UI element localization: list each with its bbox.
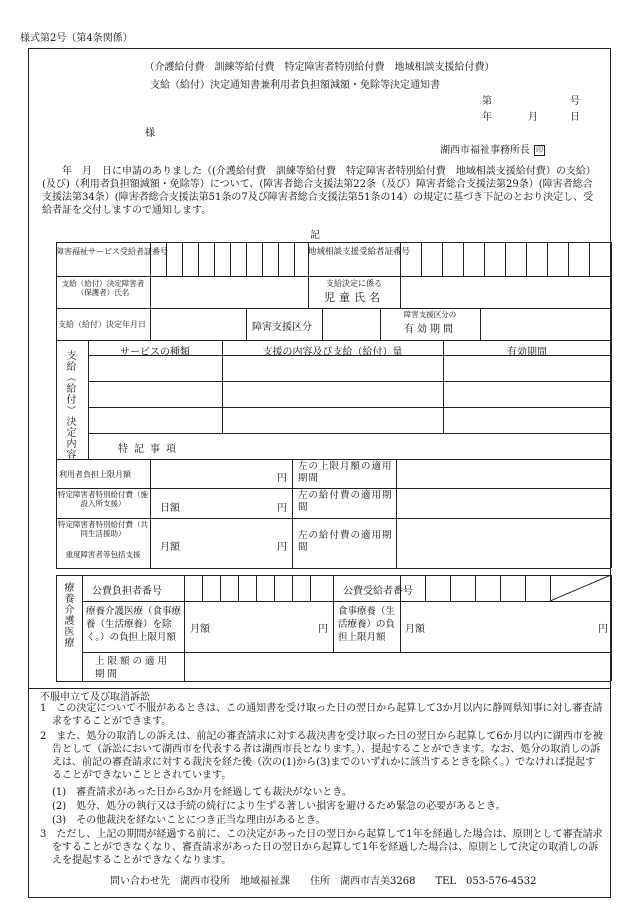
recipient-number-label2: 公費受給者番号 xyxy=(343,586,413,597)
child-name-big: 児童氏名 xyxy=(324,290,384,304)
number-suffix: 号 xyxy=(570,96,580,107)
regional-recipient-number-label: 地域相談支援受給者証番号 xyxy=(308,247,411,257)
payer-number-label: 公費負担者番号 xyxy=(92,586,162,597)
medical-care-label: 療養介護医療 xyxy=(62,582,73,648)
category-period-big: 有効期間 xyxy=(404,323,456,335)
appeal-p2: 2 また、処分の取消しの訴えは、前記の審査請求に対する裁決書を受け取った日の翌日から起算して6か月以内に湖西市を被告として（訴訟において湖西市を代表する者は湖西市長となります。）、提起することができます。なお、処分の取消しの訴えは、前記の審査請求に対する裁決を経た後（次の(1)から(3)までのいずれかに該当するときを除く。）でなければ提起することができないこととされています。 xyxy=(40,731,603,781)
addressee-suffix: 様 xyxy=(145,128,155,139)
medical-cap-label: 療養介護医療（食事療養（生活療養）を除く。）の負担上限月額 xyxy=(86,606,182,643)
special-notes-label: 特記事項 xyxy=(118,444,182,455)
number-label: 第 xyxy=(482,96,492,107)
appeal-item2: (2) 処分、処分の執行又は手続の続行により生ずる著しい損害を避けるため緊急の必要があるとき。 xyxy=(52,801,506,812)
col-valid-period: 有効期間 xyxy=(507,347,547,358)
seal-icon: 印 xyxy=(536,146,543,154)
monthly-label: 月額 xyxy=(160,542,180,553)
medical-monthly-label: 月額 xyxy=(190,624,210,635)
col-service-type: サービスの種類 xyxy=(120,347,190,358)
medical-yen: 円 xyxy=(318,624,328,635)
decision-date-label: 支給（給付）決定年月日 xyxy=(58,320,146,329)
issuer-name: 湖西市福祉事務所長 xyxy=(440,145,530,156)
user-cap-yen: 円 xyxy=(277,473,287,484)
limit-period-label: 上限額の適用期間 xyxy=(95,656,171,680)
diagonal-strike xyxy=(550,575,611,601)
decision-content-label: 支給（給付）決定内容 xyxy=(64,350,75,460)
daily-label: 日額 xyxy=(160,503,180,514)
meal-cap-label: 食事療養（生活療養）の負担上限月額 xyxy=(338,606,396,643)
user-cap-label: 利用者負担上限月額 xyxy=(59,470,131,479)
contact-info: 問い合わせ先 湖西市役所 地域福祉課 住所 湖西市吉美3268 TEL 053-576-4532 xyxy=(110,876,537,887)
cap-period-label: 左の上限月額の適用期間 xyxy=(298,461,393,484)
issuer xyxy=(440,145,545,158)
date-month: 月 xyxy=(528,112,538,123)
heavy-support-label: 重度障害者等包括支援 xyxy=(65,550,141,559)
date-day: 日 xyxy=(570,112,580,123)
child-name-block xyxy=(308,279,400,305)
intro-paragraph: 年 月 日に申請のありました（(介護給付費 訓練等給付費 特定障害者特別給付費 地域相談支援給付費）の支給）(及び)（利用者負担額減額・免除等）について、(障害者総合支援法第22条（及び）障害者総合支援法第29条）(障害者総合支援法第34条）(障害者総合支援法第51条の7及び障害者総合支援法第51条の14）の規定に基づき下記のとおり決定し、受給者証を交付しますので通知します。 xyxy=(42,166,596,216)
appeal-item3: (3) その他裁決を経ないことにつき正当な理由があるとき。 xyxy=(52,815,326,826)
support-category-label: 障害支援区分 xyxy=(252,322,312,333)
special-benefit2-label: 特定障害者特別給付費（共同生活援助） xyxy=(58,520,148,538)
appeal-heading: 不服申立て及び取消訴訟 xyxy=(40,692,150,703)
appeal-p3: 3 ただし、上記の期間が経過する前に、この決定があった日の翌日から起算して1年を経過した場合は、原則として審査請求をすることができなくなり、審査請求があった日の翌日から起算して1年を経過した場合は、原則として決定の取消しの訴えを提起することができなくなります。 xyxy=(40,829,603,866)
appeal-item1: (1) 審査請求があった日から3か月を経過しても裁決がないとき。 xyxy=(52,787,353,798)
meal-yen: 円 xyxy=(598,624,608,635)
date-year: 年 xyxy=(482,112,492,123)
monthly-yen: 円 xyxy=(277,542,287,553)
child-name-small: 支給決定に係る xyxy=(326,279,382,288)
daily-yen: 円 xyxy=(277,503,287,514)
appeal-p1: 1 この決定について不服があるときは、この通知書を受け取った日の翌日から起算して3か月以内に静岡県知事に対し審査請求をすることができます。 xyxy=(40,703,603,727)
recipient-number-label: 障害福祉サービス受給者証番号 xyxy=(56,247,168,256)
col-support-content: 支援の内容及び支給（給付）量 xyxy=(262,347,403,358)
category-period-block xyxy=(380,311,480,335)
ki-label: 記 xyxy=(310,230,320,241)
benefit-period2-label: 左の給付費の適用期間 xyxy=(298,530,393,553)
category-period-small: 障害支援区分の xyxy=(403,310,457,319)
benefit-period-label: 左の給付費の適用期間 xyxy=(298,490,393,513)
form-subtitle: （介護給付費 訓練等給付費 特定障害者特別給付費 地域相談支援給付費） xyxy=(144,62,495,73)
decided-person-name-label: 支給（給付）決定障害者（保護者）氏名 xyxy=(61,279,145,297)
form-title: 支給（給付）決定通知書兼利用者負担額減額・免除等決定通知書 xyxy=(150,80,440,91)
meal-monthly-label: 月額 xyxy=(405,624,425,635)
form-id: 様式第2号（第4条関係） xyxy=(20,33,133,44)
special-benefit-label: 特定障害者特別給付費（施設入所支援） xyxy=(58,490,148,508)
